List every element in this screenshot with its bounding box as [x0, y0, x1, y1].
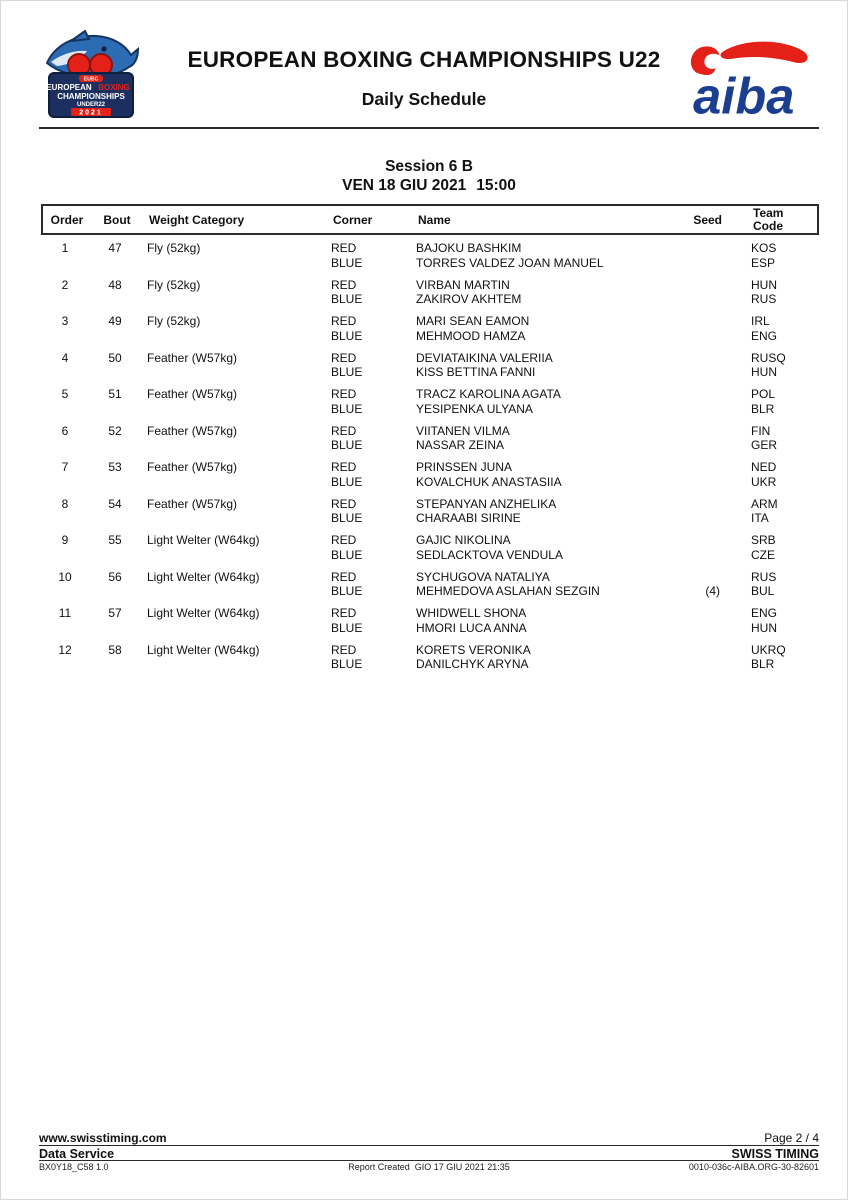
- bout-weight-category: Feather (W57kg): [147, 350, 238, 365]
- aiba-logo: [665, 35, 815, 127]
- seed-red: [681, 278, 720, 293]
- bout-corner-cell: [331, 385, 416, 422]
- bout-team-cell: [720, 568, 819, 605]
- col-header-name: Name: [418, 212, 451, 227]
- session-time: 15:00: [476, 177, 516, 194]
- boxer-name-blue: MEHMOOD HAMZA: [416, 328, 526, 343]
- boxer-name-blue: DANILCHYK ARYNA: [416, 657, 529, 672]
- team-code-blue: BUL: [751, 584, 775, 599]
- bout-row: [41, 349, 819, 386]
- bout-number: 47: [108, 241, 122, 255]
- bout-seed-cell: [681, 276, 720, 313]
- boxer-name-red: PRINSSEN JUNA: [416, 460, 513, 474]
- corner-label-blue: BLUE: [331, 401, 363, 416]
- seed-blue: (4): [705, 584, 720, 599]
- footer-line2: [39, 1147, 819, 1161]
- bout-team-cell: [720, 385, 819, 422]
- corner-label-blue: BLUE: [331, 255, 363, 270]
- boxer-name-red: SYCHUGOVA NATALIYA: [416, 569, 550, 584]
- bout-weight-category: Light Welter (W64kg): [147, 533, 260, 547]
- seed-red: [681, 606, 720, 621]
- bout-weight-category: Feather (W57kg): [147, 423, 238, 438]
- team-code-red: SRB: [751, 533, 776, 547]
- seed-blue: [681, 511, 720, 526]
- aiba-wordmark: aiba: [693, 67, 795, 125]
- footer-divider-2: [39, 1160, 819, 1161]
- bout-name-cell: [416, 276, 681, 313]
- tournament-logo: [41, 29, 141, 129]
- boxer-name-red: VIITANEN VILMA: [416, 423, 510, 438]
- bout-order: 10: [58, 569, 72, 584]
- team-code-red: NED: [751, 460, 777, 474]
- bout-team-cell: [720, 276, 819, 313]
- bout-seed-cell: [681, 422, 720, 459]
- boxer-name-blue: KISS BETTINA FANNI: [416, 365, 536, 380]
- seed-red: [681, 460, 720, 475]
- bout-seed-cell: [681, 349, 720, 386]
- col-header-weight-category: Weight Category: [149, 212, 245, 227]
- team-code-blue: ESP: [751, 255, 776, 270]
- team-code-blue: HUN: [751, 620, 777, 635]
- bout-number: 57: [108, 606, 122, 620]
- bout-order: 7: [61, 460, 69, 474]
- bout-weight-category: Feather (W57kg): [147, 387, 238, 401]
- bout-number: 52: [108, 423, 122, 438]
- boxer-name-blue: YESIPENKA ULYANA: [416, 401, 533, 416]
- team-code-blue: CZE: [751, 547, 775, 562]
- team-code-blue: BLR: [751, 401, 775, 416]
- bout-team-cell: [720, 531, 819, 568]
- boxer-name-blue: TORRES VALDEZ JOAN MANUEL: [416, 255, 604, 270]
- bout-order: 5: [61, 387, 69, 401]
- bout-weight-category: Fly (52kg): [147, 314, 201, 328]
- bout-row: [41, 604, 819, 641]
- team-code-red: FIN: [751, 423, 771, 438]
- bout-number: 53: [108, 460, 122, 474]
- page-subtitle: Daily Schedule: [361, 89, 487, 109]
- corner-label-blue: BLUE: [331, 365, 363, 380]
- seed-blue: [681, 438, 720, 453]
- footer-divider-1: [39, 1145, 819, 1146]
- bout-order: 4: [61, 350, 69, 365]
- col-header-bout: Bout: [103, 212, 131, 227]
- aiba-logo-graphic: [665, 35, 815, 127]
- bout-weight-category: Fly (52kg): [147, 277, 201, 292]
- bout-corner-cell: [331, 568, 416, 605]
- badge-european-text: EUROPEAN: [46, 83, 92, 92]
- corner-label-red: RED: [331, 569, 357, 584]
- corner-label-red: RED: [331, 533, 357, 547]
- bout-team-cell: [720, 239, 819, 276]
- boxer-name-blue: SEDLACKTOVA VENDULA: [416, 547, 563, 562]
- bout-rows: [41, 239, 819, 677]
- bout-order: 6: [61, 423, 69, 438]
- seed-blue: [681, 329, 720, 344]
- boxer-name-red: GAJIC NIKOLINA: [416, 533, 511, 547]
- seed-blue: [681, 621, 720, 636]
- bout-name-cell: [416, 531, 681, 568]
- bout-row: [41, 276, 819, 313]
- bout-number: 55: [108, 533, 122, 547]
- seed-red: [681, 314, 720, 329]
- bout-corner-cell: [331, 604, 416, 641]
- bout-weight-category: Light Welter (W64kg): [147, 642, 260, 657]
- bout-corner-cell: [331, 422, 416, 459]
- bout-number: 48: [108, 277, 122, 292]
- bout-name-cell: [416, 641, 681, 678]
- corner-label-blue: BLUE: [331, 620, 363, 635]
- footer-report-created: Report Created GIO 17 GIU 2021 21:35: [348, 1162, 510, 1172]
- seed-blue: [681, 548, 720, 563]
- seed-red: [681, 387, 720, 402]
- corner-label-red: RED: [331, 241, 357, 255]
- bout-corner-cell: [331, 349, 416, 386]
- bout-order: 8: [61, 496, 69, 511]
- team-code-blue: BLR: [751, 657, 775, 672]
- seed-red: [681, 533, 720, 548]
- bout-name-cell: [416, 239, 681, 276]
- bout-row: [41, 422, 819, 459]
- bout-weight-category: Feather (W57kg): [147, 496, 238, 511]
- bout-corner-cell: [331, 312, 416, 349]
- corner-label-blue: BLUE: [331, 474, 363, 489]
- bout-name-cell: [416, 312, 681, 349]
- team-code-red: HUN: [751, 277, 777, 292]
- seed-blue: [681, 402, 720, 417]
- bout-row: [41, 531, 819, 568]
- bout-row: [41, 568, 819, 605]
- bout-number: 50: [108, 350, 122, 365]
- seed-red: [681, 241, 720, 256]
- boxer-name-red: TRACZ KAROLINA AGATA: [416, 387, 561, 401]
- team-code-blue: GER: [751, 438, 778, 453]
- corner-label-red: RED: [331, 606, 357, 620]
- footer-provider: SWISS TIMING: [731, 1147, 819, 1161]
- bout-row: [41, 312, 819, 349]
- bout-name-cell: [416, 604, 681, 641]
- boxer-name-red: DEVIATAIKINA VALERIIA: [416, 350, 553, 365]
- bout-corner-cell: [331, 239, 416, 276]
- boxer-name-red: WHIDWELL SHONA: [416, 606, 527, 620]
- boxer-name-red: VIRBAN MARTIN: [416, 277, 510, 292]
- seed-blue: [681, 292, 720, 307]
- seed-blue: [681, 657, 720, 672]
- bout-order: 1: [61, 241, 69, 255]
- bout-name-cell: [416, 385, 681, 422]
- footer-page-number: Page 2 / 4: [764, 1131, 819, 1145]
- boxer-name-red: BAJOKU BASHKIM: [416, 241, 522, 255]
- bout-seed-cell: [681, 385, 720, 422]
- team-code-red: ARM: [751, 496, 778, 511]
- team-code-red: UKRQ: [751, 642, 786, 657]
- footer-report-code: BX0Y18_C58 1.0: [39, 1162, 109, 1172]
- footer-website: www.swisstiming.com: [39, 1131, 167, 1145]
- schedule-table-header: [41, 204, 819, 235]
- bout-row: [41, 385, 819, 422]
- corner-label-red: RED: [331, 496, 357, 511]
- team-code-red: POL: [751, 387, 776, 401]
- bout-corner-cell: [331, 641, 416, 678]
- bout-row: [41, 641, 819, 678]
- seed-red: [681, 643, 720, 658]
- bout-seed-cell: [681, 458, 720, 495]
- bout-weight-category: Fly (52kg): [147, 241, 201, 255]
- team-code-blue: ENG: [751, 328, 778, 343]
- bout-order: 11: [58, 606, 72, 620]
- session-block: [39, 158, 819, 195]
- bout-team-cell: [720, 349, 819, 386]
- footer-data-service: Data Service: [39, 1147, 115, 1161]
- team-code-red: IRL: [751, 314, 770, 328]
- corner-label-red: RED: [331, 642, 357, 657]
- bout-number: 49: [108, 314, 122, 328]
- team-code-red: RUSQ: [751, 350, 786, 365]
- bout-order: 12: [58, 642, 72, 657]
- bout-seed-cell: [681, 641, 720, 678]
- bout-team-cell: [720, 604, 819, 641]
- bout-team-cell: [720, 458, 819, 495]
- col-header-order: Order: [50, 212, 84, 227]
- bout-row: [41, 239, 819, 276]
- team-code-blue: ITA: [751, 511, 769, 526]
- boxer-name-red: STEPANYAN ANZHELIKA: [416, 496, 557, 511]
- badge-boxing-text: BOXING: [98, 83, 130, 92]
- bout-name-cell: [416, 495, 681, 532]
- bout-name-cell: [416, 422, 681, 459]
- bout-weight-category: Light Welter (W64kg): [147, 606, 260, 620]
- corner-label-blue: BLUE: [331, 584, 363, 599]
- seed-blue: [681, 475, 720, 490]
- corner-label-blue: BLUE: [331, 657, 363, 672]
- team-code-red: RUS: [751, 569, 777, 584]
- boxer-name-blue: HMORI LUCA ANNA: [416, 620, 527, 635]
- bout-number: 54: [108, 496, 122, 511]
- seed-red: [681, 424, 720, 439]
- team-code-red: ENG: [751, 606, 778, 620]
- bout-team-cell: [720, 312, 819, 349]
- badge-year-text: 2021: [79, 109, 103, 117]
- corner-label-red: RED: [331, 460, 357, 474]
- bout-row: [41, 458, 819, 495]
- corner-label-red: RED: [331, 387, 357, 401]
- bout-seed-cell: [681, 568, 720, 605]
- corner-label-red: RED: [331, 277, 357, 292]
- corner-label-blue: BLUE: [331, 438, 363, 453]
- bout-order: 2: [61, 277, 69, 292]
- corner-label-blue: BLUE: [331, 547, 363, 562]
- boxer-name-blue: CHARAABI SIRINE: [416, 511, 521, 526]
- corner-label-red: RED: [331, 423, 357, 438]
- team-code-blue: UKR: [751, 474, 777, 489]
- bout-weight-category: Feather (W57kg): [147, 460, 238, 474]
- session-datetime: [39, 177, 819, 195]
- corner-label-blue: BLUE: [331, 511, 363, 526]
- page-title: EUROPEAN BOXING CHAMPIONSHIPS U22: [187, 47, 661, 72]
- bout-seed-cell: [681, 312, 720, 349]
- team-code-blue: RUS: [751, 292, 777, 307]
- boxer-name-red: MARI SEAN EAMON: [416, 314, 530, 328]
- corner-label-blue: BLUE: [331, 292, 363, 307]
- seed-red: [681, 351, 720, 366]
- col-header-team-line2: Code: [753, 218, 783, 233]
- corner-label-blue: BLUE: [331, 328, 363, 343]
- bout-team-cell: [720, 422, 819, 459]
- col-header-corner: Corner: [333, 212, 373, 227]
- session-date: VEN 18 GIU 2021: [342, 177, 467, 194]
- bout-order: 9: [61, 533, 69, 547]
- bout-weight-category: Light Welter (W64kg): [147, 569, 260, 584]
- boxer-name-blue: KOVALCHUK ANASTASIIA: [416, 474, 562, 489]
- col-header-team-line1: Team: [753, 205, 784, 220]
- boxer-name-blue: MEHMEDOVA ASLAHAN SEZGIN: [416, 584, 600, 599]
- corner-label-red: RED: [331, 350, 357, 365]
- bout-team-cell: [720, 495, 819, 532]
- boxer-name-blue: ZAKIROV AKHTEM: [416, 292, 522, 307]
- bout-number: 56: [108, 569, 122, 584]
- bout-number: 58: [108, 642, 122, 657]
- bout-corner-cell: [331, 276, 416, 313]
- bout-corner-cell: [331, 531, 416, 568]
- team-code-red: KOS: [751, 241, 777, 255]
- badge-under22-text: UNDER22: [76, 102, 106, 108]
- col-header-seed: Seed: [693, 212, 722, 227]
- bout-seed-cell: [681, 239, 720, 276]
- team-code-blue: HUN: [751, 365, 777, 380]
- badge-championships-text: CHAMPIONSHIPS: [57, 92, 125, 101]
- bout-order: 3: [61, 314, 69, 328]
- bout-seed-cell: [681, 604, 720, 641]
- bout-name-cell: [416, 349, 681, 386]
- shark-logo-graphic: [41, 29, 141, 129]
- corner-label-red: RED: [331, 314, 357, 328]
- seed-red: [681, 497, 720, 512]
- boxer-name-red: KORETS VERONIKA: [416, 642, 531, 657]
- seed-blue: [681, 256, 720, 271]
- header-divider: [39, 127, 819, 129]
- bout-number: 51: [108, 387, 122, 401]
- bout-seed-cell: [681, 495, 720, 532]
- seed-blue: [681, 365, 720, 380]
- col-header-team-code: [722, 207, 821, 233]
- footer-line1: [39, 1131, 819, 1145]
- bout-corner-cell: [331, 458, 416, 495]
- bout-seed-cell: [681, 531, 720, 568]
- footer-doc-id: 0010-036c-AIBA.ORG-30-82601: [688, 1162, 819, 1172]
- bout-name-cell: [416, 568, 681, 605]
- bout-name-cell: [416, 458, 681, 495]
- boxer-name-blue: NASSAR ZEINA: [416, 438, 505, 453]
- seed-red: [681, 570, 720, 585]
- bout-row: [41, 495, 819, 532]
- bout-team-cell: [720, 641, 819, 678]
- badge-eubc-text: EUBC: [83, 76, 99, 83]
- bout-corner-cell: [331, 495, 416, 532]
- session-name: Session 6 B: [385, 158, 473, 175]
